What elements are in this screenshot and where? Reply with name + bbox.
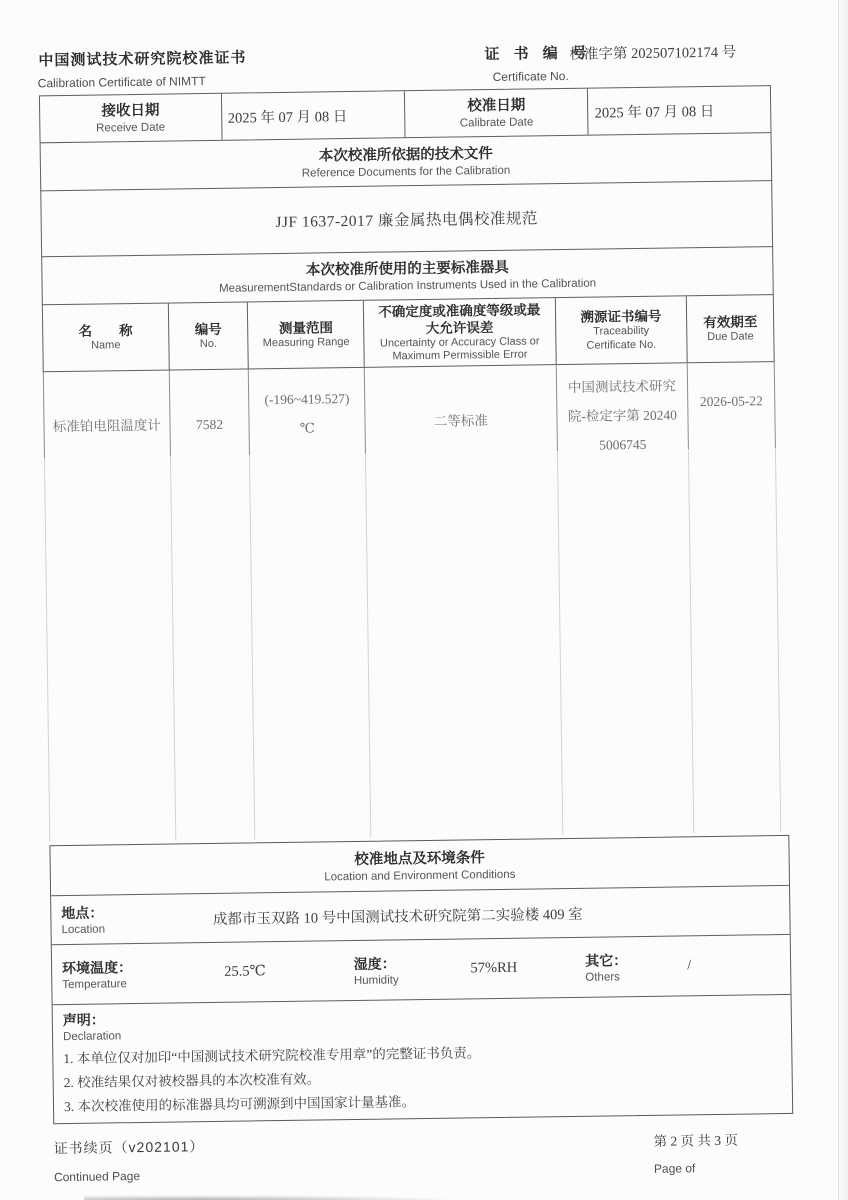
receive-date-label <box>40 94 222 143</box>
spacer <box>399 969 471 970</box>
humidity-label-en: Humidity <box>353 973 399 987</box>
humidity-label-zh: 湿度： <box>353 954 396 972</box>
col-range-en: Measuring Range <box>262 335 350 349</box>
standard-uncertainty: 二等标准 <box>365 365 558 454</box>
location-label-en: Location <box>61 923 106 937</box>
standards-section-title-zh: 本次校准所使用的主要标准器具 <box>305 259 509 279</box>
col-name-zh: 名 称 <box>78 322 133 339</box>
location-label <box>61 902 105 937</box>
col-traceability-en: Traceability Certificate No. <box>586 324 657 352</box>
declaration-section <box>53 995 793 1123</box>
footer-left <box>53 1130 654 1184</box>
receive-date-value: 2025 年 07 月 08 日 <box>221 91 405 140</box>
reference-section-title-zh: 本次校准所依据的技术文件 <box>318 145 493 164</box>
spacer <box>627 966 687 967</box>
declaration-label-en: Declaration <box>62 1030 122 1044</box>
declaration-item: 1. 本单位仅对加印“中国测试技术研究院校准专用章”的完整证书负责。 <box>63 1045 481 1067</box>
empty-cell <box>45 457 176 843</box>
standard-traceability: 中国测试技术研究院-检定字第 202405006745 <box>556 363 689 451</box>
col-header-name <box>43 304 170 372</box>
spacer <box>266 971 354 972</box>
spacer <box>517 967 585 968</box>
location-section-title-zh: 校准地点及环境条件 <box>354 849 485 868</box>
page-title: 中国测试技术研究院校准证书 <box>38 49 247 70</box>
others-label-en: Others <box>585 970 620 984</box>
scan-bottom-smudge <box>84 1195 464 1200</box>
standard-due-date: 2026-05-22 <box>699 393 763 410</box>
standard-range: (-196~419.527) ℃ <box>249 368 366 456</box>
scan-edge-shade <box>839 0 848 1200</box>
reference-section-title-en: Reference Documents for the Calibration <box>301 164 511 180</box>
reference-document: JJF 1637-2017 廉金属热电偶校准规范 <box>40 181 773 257</box>
col-name-en: Name <box>90 338 121 352</box>
empty-cell <box>558 449 695 835</box>
scan-edge-line <box>838 0 839 1200</box>
standards-table-empty-area <box>44 448 781 842</box>
col-header-traceability <box>555 296 688 364</box>
receive-date-label-en: Receive Date <box>96 121 166 135</box>
empty-cell <box>250 454 371 840</box>
page-number-zh: 第 2 页 共 3 页 <box>653 1132 739 1149</box>
col-due-zh: 有效期至 <box>703 314 758 330</box>
empty-cell <box>171 455 256 840</box>
col-header-no <box>168 302 249 369</box>
col-uncertainty-en: Uncertainty or Accuracy Class or Maximum Permissible Error <box>379 334 540 363</box>
temperature-label-zh: 环境温度： <box>61 958 133 976</box>
temperature-value: 25.5℃ <box>224 963 266 980</box>
col-header-uncertainty <box>364 298 556 367</box>
calibrate-date-label-zh: 校准日期 <box>467 97 526 115</box>
page-title-en: Calibration Certificate of NIMTT <box>37 73 206 91</box>
continued-page-label-en: Continued Page <box>53 1169 141 1185</box>
col-uncertainty-zh: 不确定度或准确度等级或最大允许误差 <box>378 301 541 336</box>
standard-no: 7582 <box>169 369 250 456</box>
temperature-label-en: Temperature <box>62 977 127 991</box>
standard-name: 标准铂电阻温度计 <box>44 371 171 459</box>
footer-page-number <box>653 1128 794 1176</box>
col-traceability-zh: 溯源证书编号 <box>580 308 662 325</box>
location-section-title-en: Location and Environment Conditions <box>324 868 516 883</box>
certificate-number-label-en: Certificate No. <box>492 68 569 84</box>
certificate-number-label: 证 书 编 号 <box>484 44 593 64</box>
declaration-item: 3. 本次校准使用的标准器具均可溯源到中国国家计量基准。 <box>63 1094 416 1115</box>
humidity-value: 57%RH <box>470 959 518 977</box>
col-header-due <box>687 295 774 362</box>
calibrate-date-value: 2025 年 07 月 08 日 <box>594 103 715 122</box>
col-range-zh: 测量范围 <box>278 319 334 336</box>
empty-cell <box>366 451 563 838</box>
certificate-number: 校准字第 202507102174 号 <box>569 44 737 63</box>
standards-section-title-en: MeasurementStandards or Calibration Instruments Used in the Calibration <box>218 277 597 295</box>
humidity-label <box>354 953 399 988</box>
environment-row <box>52 935 791 1005</box>
calibrate-date-label <box>405 89 589 138</box>
col-header-range <box>248 301 365 369</box>
declaration-label-zh: 声明： <box>62 1011 105 1029</box>
others-label-zh: 其它： <box>585 951 628 969</box>
location-value: 成都市玉双路 10 号中国测试技术研究院第二实验楼 409 室 <box>212 906 583 928</box>
col-no-zh: 编号 <box>194 321 222 337</box>
others-value: / <box>687 957 692 974</box>
page-number-en: Page of <box>653 1161 696 1176</box>
calibrate-date-label-en: Calibrate Date <box>459 116 534 130</box>
standards-table-row <box>43 362 776 458</box>
standards-column-headers <box>42 295 775 372</box>
location-label-zh: 地点： <box>61 904 104 922</box>
continued-page-label-zh: 证书续页（v202101） <box>53 1138 205 1157</box>
empty-cell <box>689 448 780 833</box>
calibration-table <box>39 85 781 842</box>
col-no-en: No. <box>199 337 218 350</box>
temperature-label <box>62 957 132 992</box>
location-environment-box <box>49 835 793 1124</box>
page-footer <box>53 1128 794 1184</box>
others-label <box>585 950 627 985</box>
page-header <box>0 0 841 96</box>
col-due-en: Due Date <box>707 330 754 343</box>
declaration-item: 2. 校准结果仅对被校器具的本次校准有效。 <box>63 1071 321 1091</box>
spacer <box>132 972 224 973</box>
receive-date-label-zh: 接收日期 <box>101 102 160 120</box>
